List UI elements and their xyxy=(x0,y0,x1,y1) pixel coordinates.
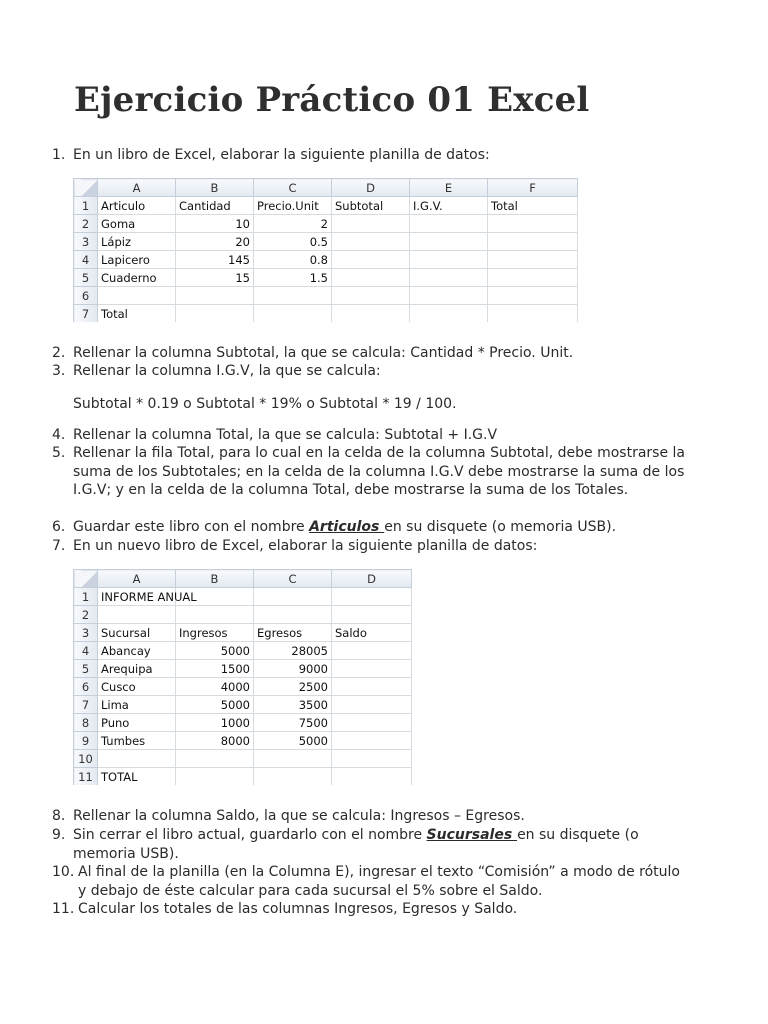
sheet-cell[interactable]: Lima xyxy=(98,696,176,714)
sheet-cell[interactable]: Subtotal xyxy=(332,197,410,215)
sheet-cell[interactable]: Total xyxy=(98,305,176,323)
sheet-cell[interactable] xyxy=(332,642,412,660)
sheet-row xyxy=(74,660,412,678)
sheet-cell[interactable]: Cantidad xyxy=(176,197,254,215)
list-item xyxy=(52,362,712,381)
sheet-cell[interactable]: Egresos xyxy=(254,624,332,642)
item-text-post: en su disquete (o memoria USB). xyxy=(73,827,639,862)
sheet-cell[interactable]: 1500 xyxy=(176,660,254,678)
sheet-cell[interactable]: Lapicero xyxy=(98,251,176,269)
sheet-cell[interactable]: Saldo xyxy=(332,624,412,642)
row-header[interactable]: 3 xyxy=(74,233,98,251)
sheet-cell[interactable]: 0.8 xyxy=(254,251,332,269)
item-number: 4. xyxy=(52,427,66,443)
sheet-row xyxy=(74,251,578,269)
list-item xyxy=(52,900,712,919)
sheet-cell[interactable] xyxy=(332,768,412,786)
sheet-row xyxy=(74,768,412,786)
sheet-cell[interactable] xyxy=(332,233,410,251)
item-number: 9. xyxy=(52,827,66,843)
formula-line: Subtotal * 0.19 o Subtotal * 19% o Subtotal * 19 / 100. xyxy=(73,396,457,412)
item-number: 3. xyxy=(52,363,66,379)
row-header[interactable]: 2 xyxy=(74,215,98,233)
select-all-corner[interactable] xyxy=(74,570,98,588)
sheet-cell[interactable]: 28005 xyxy=(254,642,332,660)
sheet-cell[interactable]: Abancay xyxy=(98,642,176,660)
item-number: 7. xyxy=(52,538,66,554)
spreadsheet-sucursales xyxy=(73,569,412,785)
row-header[interactable]: 6 xyxy=(74,678,98,696)
row-header[interactable]: 5 xyxy=(74,660,98,678)
sheet-cell[interactable] xyxy=(332,696,412,714)
item-text xyxy=(73,518,712,537)
sheet-cell[interactable]: 15 xyxy=(176,269,254,287)
item-text xyxy=(73,826,692,863)
sheet-cell[interactable] xyxy=(410,251,488,269)
item-text: En un libro de Excel, elaborar la siguiente planilla de datos: xyxy=(73,147,490,163)
sheet-cell[interactable] xyxy=(332,269,410,287)
sheet-cell[interactable] xyxy=(488,287,578,305)
sheet-cell[interactable] xyxy=(254,768,332,786)
select-all-corner[interactable] xyxy=(74,179,98,197)
sheet-cell[interactable] xyxy=(332,215,410,233)
item-number: 6. xyxy=(52,519,66,535)
page-title: Ejercicio Práctico 01 Excel xyxy=(74,80,590,120)
sheet-cell[interactable] xyxy=(332,287,410,305)
column-header[interactable]: B xyxy=(176,570,254,588)
sheet-cell[interactable]: 2500 xyxy=(254,678,332,696)
sheet-cell[interactable] xyxy=(488,251,578,269)
sheet-cell[interactable] xyxy=(332,750,412,768)
row-header[interactable]: 1 xyxy=(74,588,98,606)
sheet-row xyxy=(74,678,412,696)
sheet-cell[interactable] xyxy=(332,714,412,732)
sheet-cell[interactable]: 145 xyxy=(176,251,254,269)
column-header[interactable]: F xyxy=(488,179,578,197)
column-header[interactable]: D xyxy=(332,179,410,197)
item-number: 10. xyxy=(52,864,75,880)
sheet-cell[interactable]: Puno xyxy=(98,714,176,732)
sheet-cell[interactable]: Cusco xyxy=(98,678,176,696)
sheet-cell[interactable] xyxy=(332,732,412,750)
row-header[interactable]: 3 xyxy=(74,624,98,642)
item-number: 8. xyxy=(52,808,66,824)
sheet-row xyxy=(74,287,578,305)
row-header[interactable]: 5 xyxy=(74,269,98,287)
sheet-cell[interactable]: Cuaderno xyxy=(98,269,176,287)
sheet-cell[interactable] xyxy=(254,606,332,624)
sheet-cell[interactable] xyxy=(488,269,578,287)
row-header[interactable]: 11 xyxy=(74,768,98,786)
sheet-cell[interactable] xyxy=(176,750,254,768)
sheet-cell[interactable]: Ingresos xyxy=(176,624,254,642)
sheet-cell[interactable]: TOTAL xyxy=(98,768,176,786)
sheet-cell[interactable] xyxy=(98,606,176,624)
row-header[interactable]: 9 xyxy=(74,732,98,750)
item-text: En un nuevo libro de Excel, elaborar la siguiente planilla de datos: xyxy=(73,538,538,554)
sheet-row xyxy=(74,732,412,750)
list-item xyxy=(52,146,712,165)
sheet-cell[interactable] xyxy=(98,750,176,768)
sheet-cell[interactable] xyxy=(488,233,578,251)
sheet-cell[interactable]: Lápiz xyxy=(98,233,176,251)
sheet-cell[interactable]: Arequipa xyxy=(98,660,176,678)
sheet-cell[interactable] xyxy=(332,678,412,696)
sheet-cell[interactable] xyxy=(176,305,254,323)
sheet-row xyxy=(74,305,578,323)
column-header[interactable]: E xyxy=(410,179,488,197)
row-header[interactable]: 7 xyxy=(74,696,98,714)
sheet-cell[interactable]: Sucursal xyxy=(98,624,176,642)
sheet-row xyxy=(74,588,412,606)
sheet-cell[interactable]: 3500 xyxy=(254,696,332,714)
sheet-cell[interactable]: INFORME ANUAL xyxy=(98,588,176,606)
filename-articulos: Articulos xyxy=(309,519,385,535)
sheet-cell[interactable] xyxy=(254,750,332,768)
list-item xyxy=(52,444,702,500)
sheet-cell[interactable]: 5000 xyxy=(254,732,332,750)
sheet-cell[interactable] xyxy=(332,305,410,323)
item-text-post: en su disquete (o memoria USB). xyxy=(384,519,617,535)
sheet-cell[interactable]: 5000 xyxy=(176,696,254,714)
sheet-cell[interactable] xyxy=(410,233,488,251)
list-item xyxy=(52,518,712,537)
list-item xyxy=(52,344,712,363)
sheet-row xyxy=(74,215,578,233)
column-header[interactable]: C xyxy=(254,179,332,197)
sheet-cell[interactable] xyxy=(488,305,578,323)
sheet-row xyxy=(74,714,412,732)
column-header[interactable]: A xyxy=(98,179,176,197)
row-header[interactable]: 4 xyxy=(74,251,98,269)
item-text-pre: Guardar este libro con el nombre xyxy=(73,519,310,535)
list-item xyxy=(52,426,712,445)
sheet-cell[interactable]: Articulo xyxy=(98,197,176,215)
row-header[interactable]: 6 xyxy=(74,287,98,305)
sheet-cell[interactable] xyxy=(176,287,254,305)
item-number: 11. xyxy=(52,901,75,917)
list-item xyxy=(52,826,692,863)
filename-sucursales: Sucursales xyxy=(426,827,518,843)
row-header[interactable]: 2 xyxy=(74,606,98,624)
sheet-cell[interactable]: Precio.Unit xyxy=(254,197,332,215)
item-number: 5. xyxy=(52,445,66,461)
sheet-cell[interactable] xyxy=(410,215,488,233)
item-number: 1. xyxy=(52,147,66,163)
column-header[interactable]: C xyxy=(254,570,332,588)
sheet-cell[interactable]: 20 xyxy=(176,233,254,251)
sheet-cell[interactable] xyxy=(332,251,410,269)
sheet-cell[interactable]: 2 xyxy=(254,215,332,233)
sheet-cell[interactable] xyxy=(332,660,412,678)
item-text: Rellenar la columna Subtotal, la que se calcula: Cantidad * Precio. Unit. xyxy=(73,345,574,361)
sheet-cell[interactable] xyxy=(254,287,332,305)
column-header[interactable]: D xyxy=(332,570,412,588)
sheet-row xyxy=(74,197,578,215)
sheet-cell[interactable]: 10 xyxy=(176,215,254,233)
sheet-row xyxy=(74,642,412,660)
item-text: Rellenar la fila Total, para lo cual en la celda de la columna Subtotal, debe mostrarse la suma de los Subtotales; en la celda de la columna I.G.V debe mostrarse la suma de los I.G.V; y en la celda de la columna Total, debe mostrarse la suma de los Totales. xyxy=(73,445,685,498)
sheet-cell[interactable] xyxy=(254,305,332,323)
list-item xyxy=(52,863,692,900)
sheet-row xyxy=(74,624,412,642)
sheet-cell[interactable]: 1000 xyxy=(176,714,254,732)
sheet-row xyxy=(74,269,578,287)
item-text: Calcular los totales de las columnas Ingresos, Egresos y Saldo. xyxy=(78,901,518,917)
sheet-cell[interactable] xyxy=(98,287,176,305)
item-text-pre: Sin cerrar el libro actual, guardarlo con el nombre xyxy=(73,827,427,843)
sheet-cell[interactable] xyxy=(176,768,254,786)
sheet-row xyxy=(74,233,578,251)
sheet-cell[interactable]: 7500 xyxy=(254,714,332,732)
list-item xyxy=(52,807,712,826)
row-header[interactable]: 1 xyxy=(74,197,98,215)
sheet-cell[interactable]: Total xyxy=(488,197,578,215)
sheet-cell[interactable]: 1.5 xyxy=(254,269,332,287)
row-header[interactable]: 4 xyxy=(74,642,98,660)
sheet-cell[interactable] xyxy=(254,588,332,606)
sheet-cell[interactable] xyxy=(332,588,412,606)
sheet-cell[interactable] xyxy=(410,305,488,323)
list-item xyxy=(52,537,712,556)
sheet-cell[interactable]: 9000 xyxy=(254,660,332,678)
sheet-cell[interactable]: 8000 xyxy=(176,732,254,750)
sheet-cell[interactable] xyxy=(410,287,488,305)
item-text: Rellenar la columna Saldo, la que se calcula: Ingresos – Egresos. xyxy=(73,808,525,824)
item-text: Rellenar la columna Total, la que se calcula: Subtotal + I.G.V xyxy=(73,427,498,443)
row-header[interactable]: 10 xyxy=(74,750,98,768)
sheet-row xyxy=(74,696,412,714)
item-text: Al final de la planilla (en la Columna E), ingresar el texto “Comisión” a modo de rótulo y debajo de éste calcular para cada sucursal el 5% sobre el Saldo. xyxy=(78,864,680,899)
column-header-row xyxy=(74,179,578,197)
row-header[interactable]: 8 xyxy=(74,714,98,732)
sheet-cell[interactable] xyxy=(488,215,578,233)
sheet-row xyxy=(74,606,412,624)
sheet-row xyxy=(74,750,412,768)
item-text: Rellenar la columna I.G.V, la que se calcula: xyxy=(73,363,381,379)
spreadsheet-articulos xyxy=(73,178,578,322)
column-header-row xyxy=(74,570,412,588)
sheet-cell[interactable]: 0.5 xyxy=(254,233,332,251)
sheet-cell[interactable] xyxy=(332,606,412,624)
sheet-cell[interactable]: I.G.V. xyxy=(410,197,488,215)
sheet-cell[interactable]: Goma xyxy=(98,215,176,233)
sheet-cell[interactable] xyxy=(176,606,254,624)
row-header[interactable]: 7 xyxy=(74,305,98,323)
item-number: 2. xyxy=(52,345,66,361)
sheet-cell[interactable] xyxy=(410,269,488,287)
column-header[interactable]: A xyxy=(98,570,176,588)
sheet-cell[interactable]: 5000 xyxy=(176,642,254,660)
sheet-cell[interactable]: Tumbes xyxy=(98,732,176,750)
column-header[interactable]: B xyxy=(176,179,254,197)
sheet-cell[interactable]: 4000 xyxy=(176,678,254,696)
